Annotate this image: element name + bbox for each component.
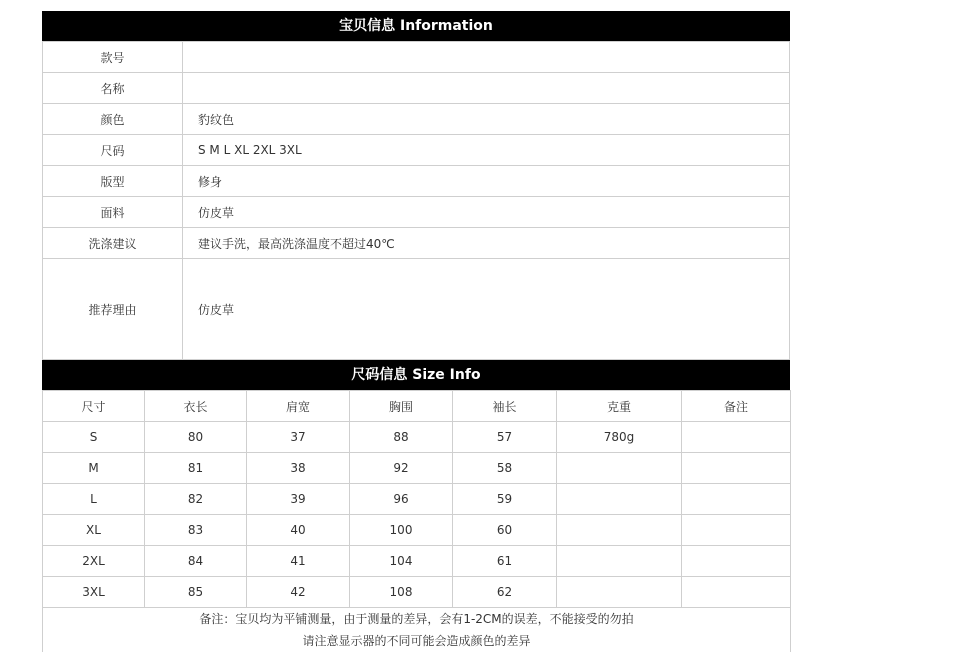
info-title: 宝贝信息 Information bbox=[42, 11, 790, 41]
size-cell: S bbox=[43, 422, 145, 453]
info-row bbox=[43, 135, 790, 166]
size-row bbox=[43, 515, 791, 546]
size-header: 袖长 bbox=[453, 391, 557, 422]
size-cell bbox=[682, 422, 791, 453]
size-note-measurement: 备注：宝贝均为平铺测量，由于测量的差异，会有1-2CM的误差，不能接受的勿拍 bbox=[199, 612, 634, 626]
size-cell bbox=[557, 484, 682, 515]
size-cell: 60 bbox=[453, 515, 557, 546]
size-cell: 61 bbox=[453, 546, 557, 577]
size-cell: 104 bbox=[350, 546, 453, 577]
size-cell: 42 bbox=[247, 577, 350, 608]
info-row bbox=[43, 73, 790, 104]
size-header: 肩宽 bbox=[247, 391, 350, 422]
size-row bbox=[43, 484, 791, 515]
size-cell bbox=[682, 484, 791, 515]
size-cell: 84 bbox=[145, 546, 247, 577]
size-cell: 2XL bbox=[43, 546, 145, 577]
size-cell: 59 bbox=[453, 484, 557, 515]
info-row bbox=[43, 197, 790, 228]
info-table bbox=[42, 41, 790, 360]
size-cell: 100 bbox=[350, 515, 453, 546]
size-cell bbox=[682, 546, 791, 577]
info-key: 名称 bbox=[43, 73, 183, 104]
size-cell bbox=[557, 546, 682, 577]
size-cell: 62 bbox=[453, 577, 557, 608]
info-key: 版型 bbox=[43, 166, 183, 197]
info-key: 款号 bbox=[43, 42, 183, 73]
size-cell: 41 bbox=[247, 546, 350, 577]
size-note-row bbox=[43, 608, 791, 653]
size-cell bbox=[557, 577, 682, 608]
size-cell bbox=[682, 453, 791, 484]
size-header: 备注 bbox=[682, 391, 791, 422]
size-cell: 780g bbox=[557, 422, 682, 453]
size-cell: 108 bbox=[350, 577, 453, 608]
size-cell: 39 bbox=[247, 484, 350, 515]
info-row bbox=[43, 42, 790, 73]
size-note-cell bbox=[43, 608, 791, 653]
size-table bbox=[42, 390, 791, 652]
size-cell: 58 bbox=[453, 453, 557, 484]
product-sheet bbox=[42, 11, 790, 652]
info-value: 建议手洗，最高洗涤温度不超过40℃ bbox=[183, 228, 790, 259]
size-cell: XL bbox=[43, 515, 145, 546]
info-key: 洗涤建议 bbox=[43, 228, 183, 259]
size-cell bbox=[557, 515, 682, 546]
size-note-color: 请注意显示器的不同可能会造成颜色的差异 bbox=[302, 634, 531, 648]
info-row bbox=[43, 228, 790, 259]
size-cell bbox=[557, 453, 682, 484]
size-cell: 85 bbox=[145, 577, 247, 608]
size-row bbox=[43, 422, 791, 453]
info-key: 颜色 bbox=[43, 104, 183, 135]
size-cell: 57 bbox=[453, 422, 557, 453]
size-title: 尺码信息 Size Info bbox=[42, 360, 790, 390]
info-key: 尺码 bbox=[43, 135, 183, 166]
size-cell: 37 bbox=[247, 422, 350, 453]
size-cell: 80 bbox=[145, 422, 247, 453]
size-cell: 96 bbox=[350, 484, 453, 515]
size-header: 尺寸 bbox=[43, 391, 145, 422]
info-row bbox=[43, 104, 790, 135]
size-header-row bbox=[43, 391, 791, 422]
info-key: 面料 bbox=[43, 197, 183, 228]
info-value: 仿皮草 bbox=[183, 197, 790, 228]
size-cell: L bbox=[43, 484, 145, 515]
size-row bbox=[43, 453, 791, 484]
info-value: 仿皮草 bbox=[183, 259, 790, 360]
size-cell: 40 bbox=[247, 515, 350, 546]
size-row bbox=[43, 577, 791, 608]
size-cell: 88 bbox=[350, 422, 453, 453]
size-cell: 81 bbox=[145, 453, 247, 484]
size-cell bbox=[682, 577, 791, 608]
info-value: 豹纹色 bbox=[183, 104, 790, 135]
info-value bbox=[183, 42, 790, 73]
size-cell: 83 bbox=[145, 515, 247, 546]
size-cell: 92 bbox=[350, 453, 453, 484]
size-cell: 38 bbox=[247, 453, 350, 484]
info-value: 修身 bbox=[183, 166, 790, 197]
info-row bbox=[43, 259, 790, 360]
size-cell bbox=[682, 515, 791, 546]
size-cell: M bbox=[43, 453, 145, 484]
size-cell: 82 bbox=[145, 484, 247, 515]
size-header: 衣长 bbox=[145, 391, 247, 422]
info-value bbox=[183, 73, 790, 104]
info-value: S M L XL 2XL 3XL bbox=[183, 135, 790, 166]
size-row bbox=[43, 546, 791, 577]
size-header: 克重 bbox=[557, 391, 682, 422]
info-row bbox=[43, 166, 790, 197]
info-key: 推荐理由 bbox=[43, 259, 183, 360]
size-header: 胸围 bbox=[350, 391, 453, 422]
size-cell: 3XL bbox=[43, 577, 145, 608]
